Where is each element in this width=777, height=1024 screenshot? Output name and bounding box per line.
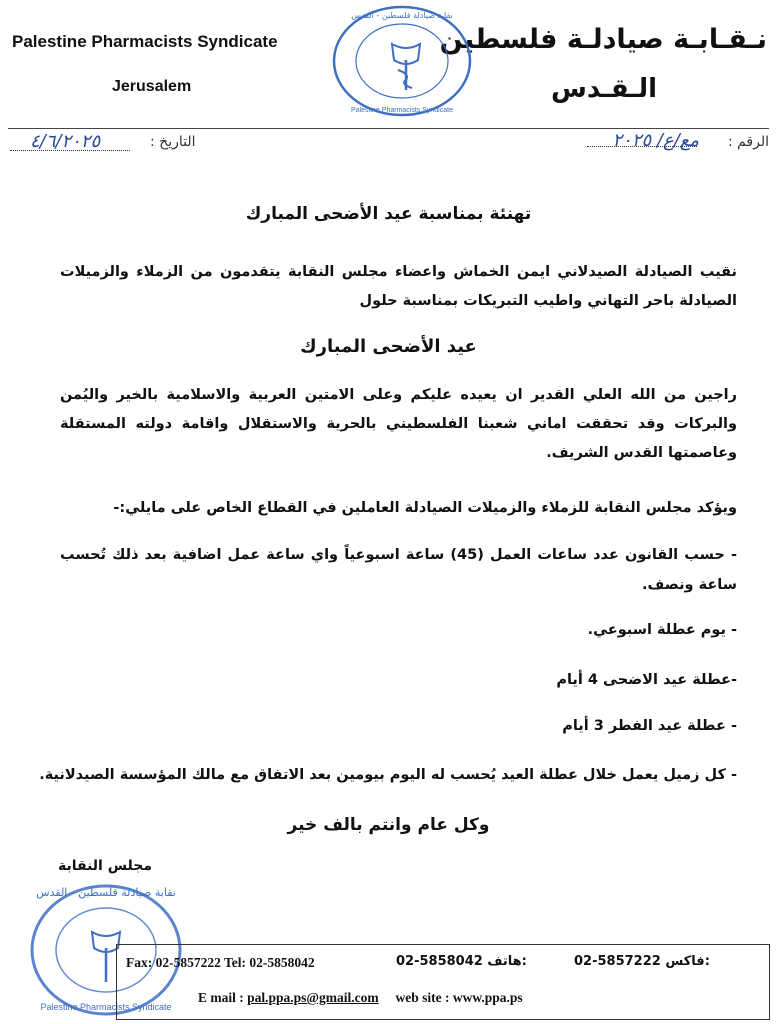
reference-dotted-line — [587, 146, 697, 147]
greeting-paragraph: نقيب الصيادلة الصيدلاني ايمن الخماش واعضاء مجلس النقابة يتقدمون من الزملاء والزميلات الصيادلة باحر التهاني واطيب التبريكات بمناسبة حلول — [60, 264, 737, 309]
eid-heading: عيد الأضحى المبارك — [300, 336, 477, 357]
date-dotted-line — [10, 150, 130, 151]
footer-fax-tel-english: Fax: 02-5857222 Tel: 02-5858042 — [126, 955, 315, 970]
date-label: التاريخ : — [150, 134, 196, 150]
notice-intro: ويؤكد مجلس النقابة للزملاء والزميلات الصيادلة العاملين في القطاع الخاص على مايلي:- — [113, 500, 737, 516]
date-value: ٤/٦/٢٠٢٥ — [30, 131, 101, 152]
notice-item-holiday-pay: - كل زميل يعمل خلال عطلة العيد يُحسب له اليوم بيومين بعد الاتفاق مع مالك المؤسسة الصيدلانية. — [39, 767, 737, 783]
notice-item-fitr-holiday: - عطلة عيد الفطر 3 أيام — [562, 718, 737, 734]
website-text[interactable]: web site : www.ppa.ps — [378, 990, 523, 1005]
svg-text:Palestine Pharmacists Syndicat: Palestine Pharmacists Syndicate — [351, 107, 453, 114]
header-divider — [8, 128, 769, 129]
org-name-arabic: نـقـابـة صيادلـة فلسطين — [439, 24, 767, 55]
letter-heading: تهنئة بمناسبة عيد الأضحى المبارك — [245, 204, 532, 224]
notice-item-work-hours: - حسب القانون عدد ساعات العمل (45) ساعة اسبوعياً واي ساعة عمل اضافية بعد ذلك تُحسب ساعة ونصف. — [60, 547, 737, 593]
wishes-paragraph: راجين من الله العلي القدير ان يعيده عليكم وعلى الامتين العربية والاسلامية بالخير واليُمن والبركات وقد تحققت اماني شعبنا الفلسطيني بالحرية والاستقلال واقامة دولته المستقلة وعاصمتها القدس الشريف. — [60, 387, 737, 461]
notice-item-adha-holiday: -عطلة عيد الاضحى 4 أيام — [556, 672, 737, 688]
reference-value: مع/ع/ ٢٠٢٥ — [612, 130, 699, 151]
signature-council: مجلس النقابة — [58, 858, 152, 874]
footer-fax-arabic: 02-5857222 فاكس: — [574, 954, 710, 969]
closing-greeting: وكل عام وانتم بالف خير — [287, 815, 490, 835]
reference-label: الرقم : — [727, 134, 769, 150]
notice-item-weekly-off: - يوم عطلة اسبوعي. — [587, 622, 737, 638]
city-name-english: Jerusalem — [112, 78, 192, 95]
org-name-english: Palestine Pharmacists Syndicate — [12, 32, 278, 51]
email-label: E mail : — [198, 990, 248, 1005]
email-link[interactable]: pal.ppa.ps@gmail.com — [247, 990, 379, 1005]
footer-tel-arabic: 02-5858042 هاتف: — [396, 954, 527, 969]
svg-text:نقابة صيادلة فلسطين - القدس: نقابة صيادلة فلسطين - القدس — [36, 886, 176, 899]
svg-text:Palestine Pharmacists Syndicat: Palestine Pharmacists Syndicate — [40, 1002, 172, 1012]
footer-email-website — [198, 990, 523, 1006]
syndicate-logo — [330, 4, 474, 118]
city-name-arabic: الـقـدس — [550, 74, 657, 104]
svg-text:نقابة صيادلة فلسطين - القدس: نقابة صيادلة فلسطين - القدس — [351, 11, 453, 20]
